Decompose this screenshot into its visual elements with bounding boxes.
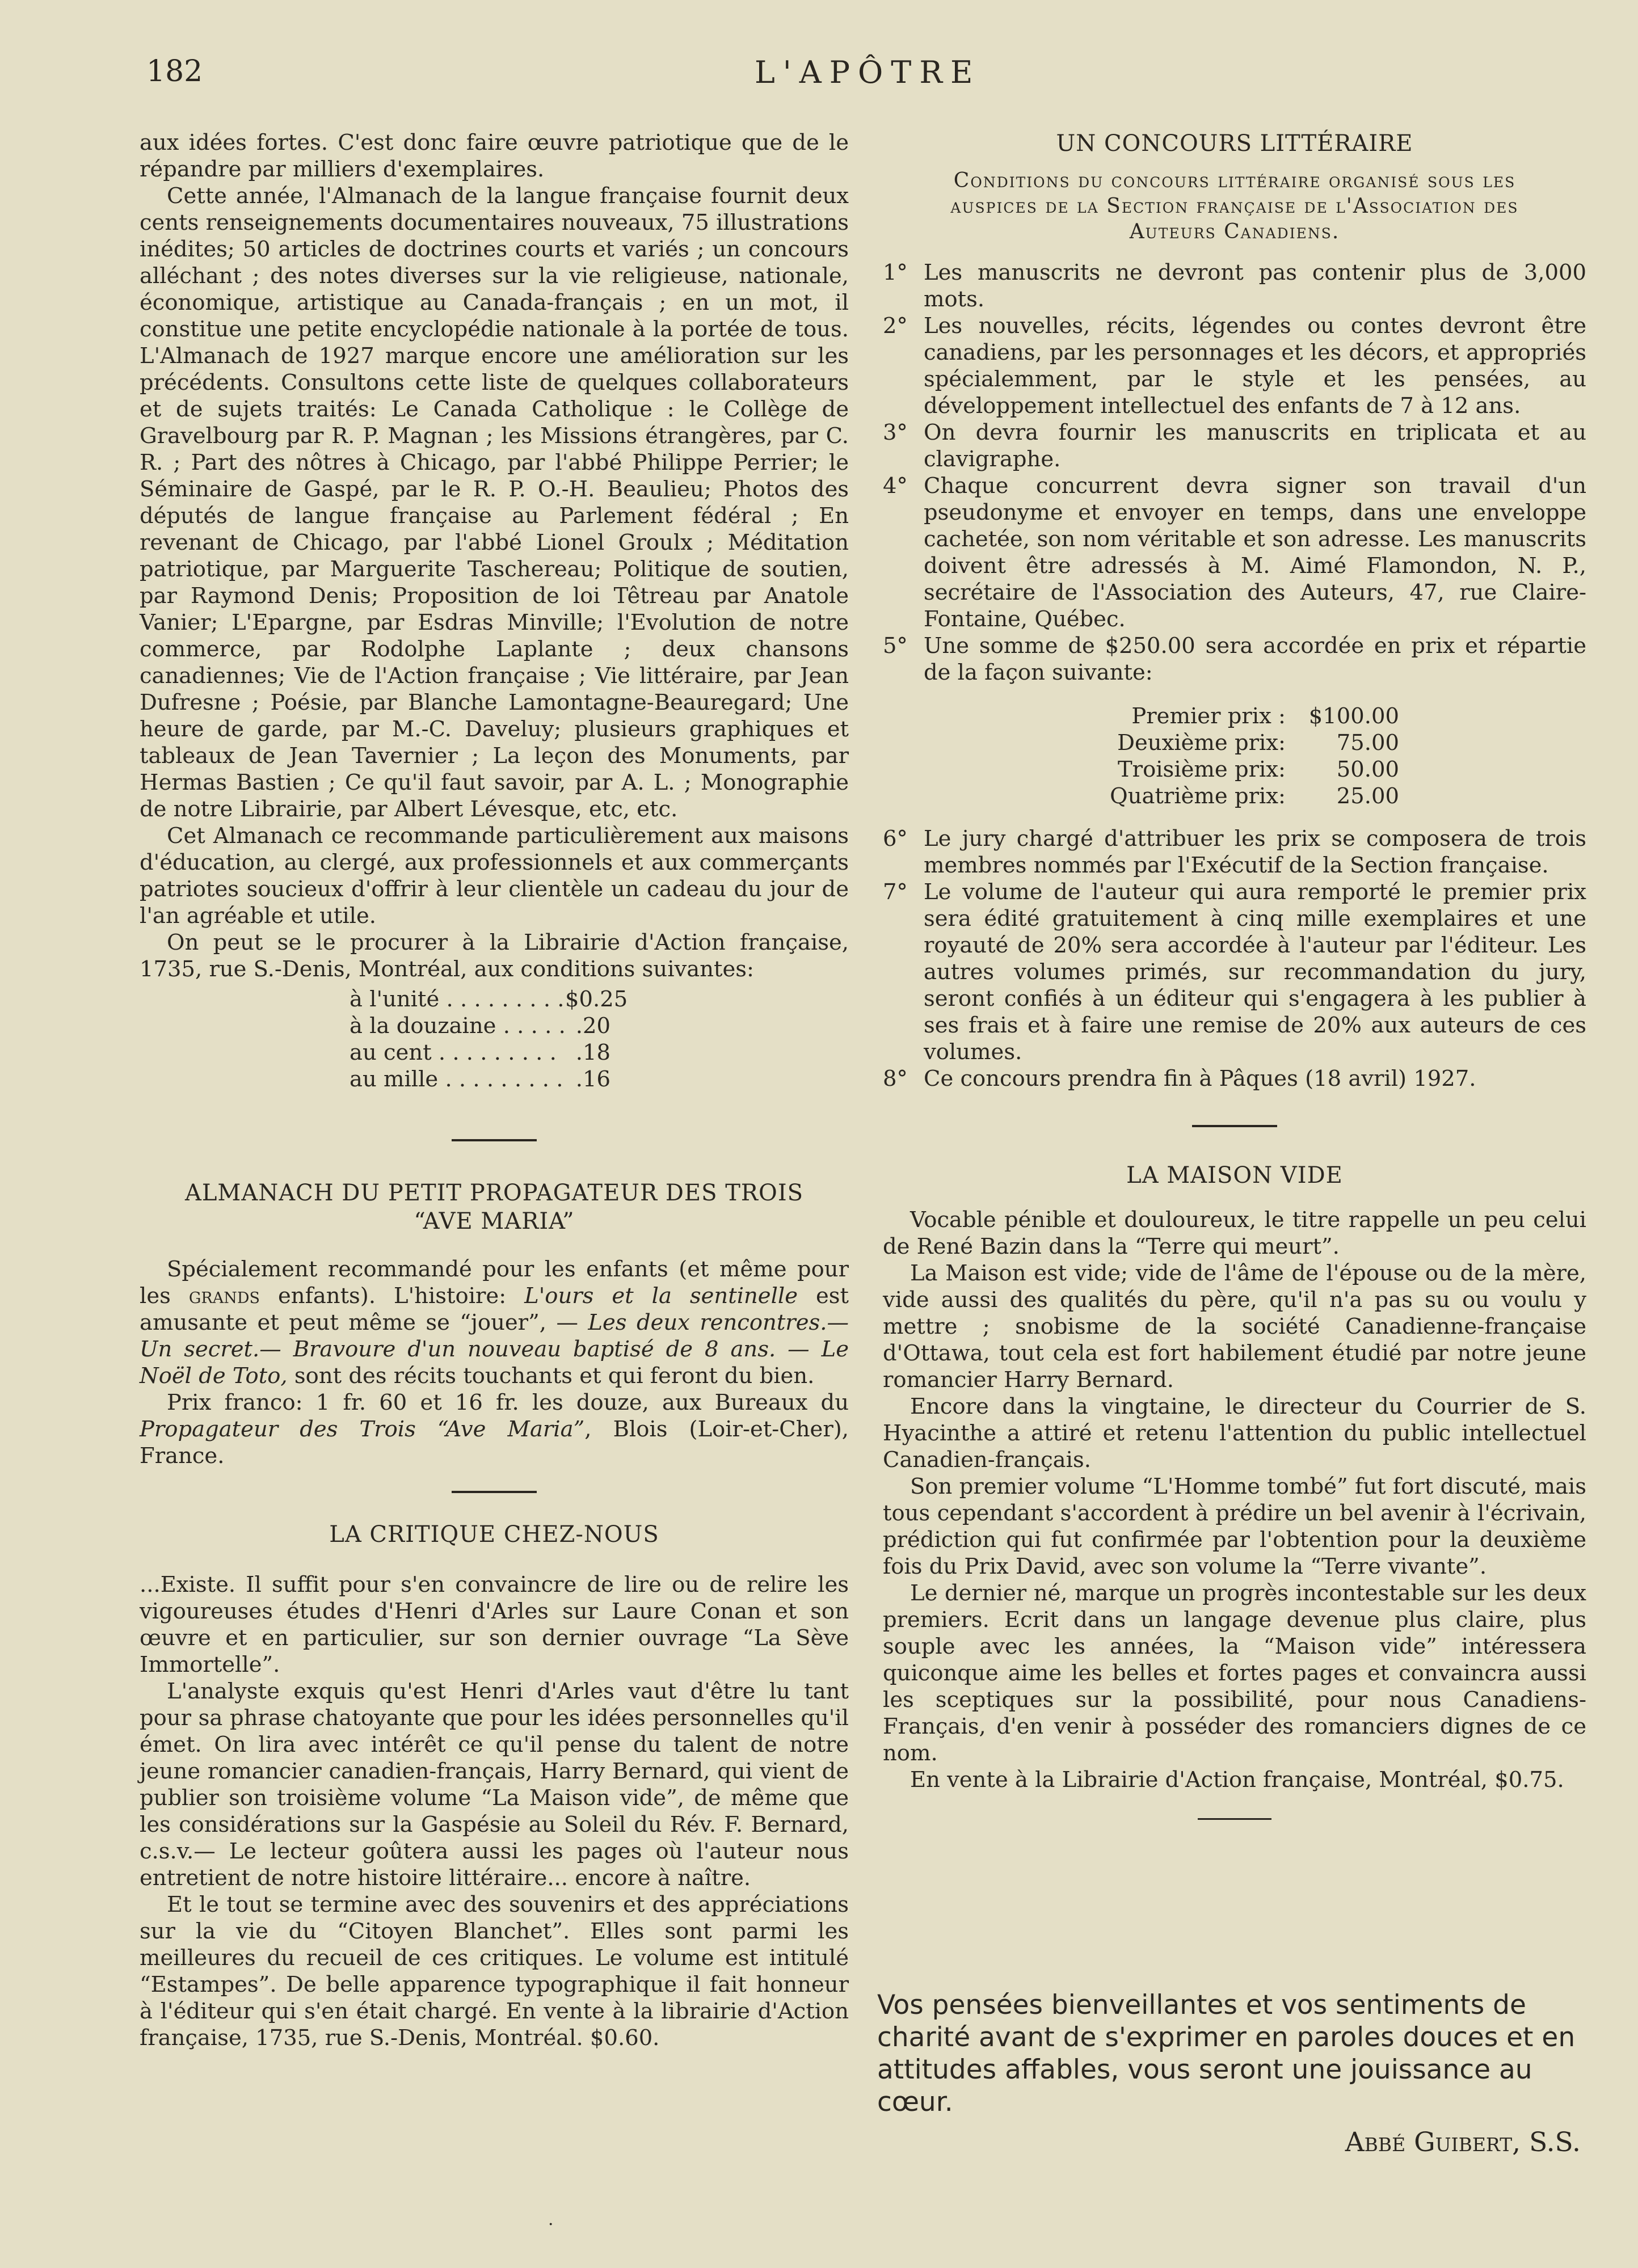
item-text: Le jury chargé d'attribuer les prix se composera de trois membres nommés par l'Exécutif de la Section française. [924,826,1586,878]
item-number: 8° [883,1066,908,1091]
prize-amount: 75.00 [1336,730,1399,756]
text-run: est amusante et peut même se “jouer”, — [140,1283,849,1335]
item-text: Ce concours prendra fin à Pâques (18 avril) 1927. [924,1066,1476,1091]
text-run: enfants). L'histoire: [260,1283,525,1309]
concours-item [883,879,1586,1065]
page-number: 182 [146,54,203,88]
almanach-paragraph: aux idées fortes. C'est donc faire œuvre patriotique que de le répandre par milliers d'exemplaires. [140,130,849,182]
prize-row [1093,756,1586,783]
maison-paragraph: Le dernier né, marque un progrès incontestable sur les deux premiers. Ecrit dans un langage devenue plus claire, plus souple avec les années, la “Maison vide” intéressera quiconque aime les belles et fortes pages et convaincra aussi les sceptiques sur la possibilité, pour nous Canadiens-Français, d'en venir à posséder des romanciers dignes de ce nom. [883,1580,1586,1766]
critique-paragraph: L'analyste exquis qu'est Henri d'Arles vaut d'être lu tant pour sa phrase chatoyante que pour les idées personnelles qu'il émet. On lira avec intérêt ce qu'il pense du talent de notre jeune romancier canadien-français, Harry Bernard, qui vient de publier son troisième volume “La Maison vide”, de même que les considérations sur la Gaspésie au Soleil du Rév. F. Bernard, c.s.v.— Le lecteur goûtera aussi les pages où l'auteur nous entretient de notre histoire littéraire... encore à naître. [140,1679,849,1891]
item-number: 6° [883,826,908,851]
text-run: Spécialement recommandé pour les enfants (et même pour les [140,1257,849,1309]
item-number: 7° [883,879,908,905]
price-label: au mille . . . [350,1066,565,1093]
price-label: au cent . . . [350,1039,565,1066]
propagateur-paragraph [140,1389,849,1469]
stray-mark: · [548,2215,554,2235]
item-text: Les nouvelles, récits, légendes ou contes devront être canadiens, par les personnages et les décors, et appropriés spécialemment, par le style et les pensées, au développement intellectuel des enfants de 7 à 12 ans. [924,313,1586,419]
concours-heading: UN CONCOURS LITTÉRAIRE [1056,130,1413,157]
quote-text: Vos pensées bienveillantes et vos sentiments de charité avant de s'exprimer en paroles douces et en attitudes affables, vous seront une jouissance au cœur. [877,1989,1576,2118]
item-number: 5° [883,633,908,659]
prize-label: Troisième prix: [1117,757,1286,782]
price-label: à l'unité . . . [350,986,565,1013]
item-number: 4° [883,473,908,499]
section-divider [1198,1818,1271,1820]
text-run: grands [188,1283,260,1309]
text-run: Les deux rencontres.— Un secret.— Bravoure d'un nouveau baptisé de 8 ans. — Le Noël de Toto, [140,1310,849,1389]
left-column [140,129,849,2051]
maison-paragraph: Vocable pénible et douloureux, le titre rappelle un peu celui de René Bazin dans la “Terre qui meurt”. [883,1207,1586,1259]
prize-amount: 50.00 [1336,757,1399,782]
prize-label: Deuxième prix: [1117,730,1286,756]
concours-item [883,825,1586,879]
price-value: .18 [575,1040,610,1065]
concours-item [883,259,1586,313]
price-list [350,986,628,1093]
maison-paragraph: La Maison est vide; vide de l'âme de l'épouse ou de la mère, vide aussi des qualités du père, qu'il n'a pas su ou voulu y mettre ; snobisme de la société Canadienne-française d'Ottawa, tout cela est fort habilement étudié par notre jeune romancier Harry Bernard. [883,1261,1586,1393]
item-number: 2° [883,313,908,339]
text-run: sont des récits touchants et qui feront du bien. [287,1363,815,1389]
prize-amount: $100.00 [1308,703,1399,729]
almanach-paragraph: On peut se le procurer à la Librairie d'Action française, 1735, rue S.-Denis, Montréal, aux conditions suivantes: [140,930,849,982]
text-run: Propagateur des Trois “Ave Maria” [140,1417,585,1442]
almanach-paragraph: Cet Almanach ce recommande particulièrement aux maisons d'éducation, au clergé, aux professionnels et aux commerçants patriotes soucieux d'offrir à leur clientèle un cadeau du jour de l'an agréable et utile. [140,823,849,929]
closing-quote [877,1989,1581,2159]
price-value: .16 [575,1066,610,1092]
concours-item [883,419,1586,473]
maison-paragraph: Son premier volume “L'Homme tombé” fut fort discuté, mais tous cependant s'accordent à prédire un bel avenir à l'écrivain, prédiction qui fut confirmée par l'obtention pour la deuxième fois du Prix David, avec son volume la “Terre vivante”. [883,1474,1586,1579]
propagateur-heading: ALMANACH DU PETIT PROPAGATEUR DES TROIS “AVE MARIA” [184,1180,804,1234]
prize-label: Premier prix : [1131,703,1286,729]
maison-paragraph: Encore dans la vingtaine, le directeur du Courrier de S. Hyacinthe a attiré et retenu l'attention du public intellectuel Canadien-français. [883,1394,1586,1473]
item-text: Une somme de $250.00 sera accordée en prix et répartie de la façon suivante: [924,633,1586,685]
item-text: On devra fournir les manuscrits en triplicata et au clavigraphe. [924,420,1586,472]
concours-item [883,1065,1586,1092]
item-text: Le volume de l'auteur qui aura remporté le premier prix sera édité gratuitement à cinq mille exemplaires et une royauté de 20% sera accordée à l'auteur par l'éditeur. Les autres volumes primés, sur recommandation du jury, seront confiés à un éditeur qui s'engagera à les publier à ses frais et à faire une remise de 20% aux auteurs de ces volumes. [924,879,1586,1065]
critique-paragraph: Et le tout se termine avec des souvenirs et des appréciations sur la vie du “Citoyen Blanchet”. Elles sont parmi les meilleures du recueil de ces critiques. Le volume est intitulé “Estampes”. De belle apparence typographique il fait honneur à l'éditeur qui s'en était chargé. En vente à la librairie d'Action française, 1735, rue S.-Denis, Montréal. $0.60. [140,1892,849,2051]
prize-amount: 25.00 [1336,783,1399,809]
price-row [350,1013,610,1039]
prize-label: Quatrième prix: [1110,783,1286,809]
text-run: Prix franco: 1 fr. 60 et 16 fr. les douze, aux Bureaux du [167,1390,849,1415]
concours-item [883,313,1586,419]
concours-conditions: Conditions du concours littéraire organisé sous les auspices de la Section française de l'Association des Auteurs Canadiens. [950,169,1519,243]
critique-heading: LA CRITIQUE CHEZ-NOUS [329,1521,659,1548]
item-text: Les manuscrits ne devront pas contenir plus de 3,000 mots. [924,260,1586,312]
text-run: L'ours et la sentinelle [524,1283,798,1309]
critique-paragraph: ...Existe. Il suffit pour s'en convaincre de lire ou de relire les vigoureuses études d'Henri d'Arles sur Laure Conan et son œuvre et en particulier, sur son dernier ouvrage “La Sève Immortelle”. [140,1572,849,1677]
maison-heading: LA MAISON VIDE [1126,1162,1343,1188]
almanach-paragraph: Cette année, l'Almanach de la langue française fournit deux cents renseignements documentaires nouveaux, 75 illustrations inédites; 50 articles de doctrines courts et variés ; un concours alléchant ; des notes diverses sur la vie religieuse, nationale, économique, artistique au Canada-français ; en un mot, il constitue une petite encyclopédie nationale à la portée de tous. L'Almanach de 1927 marque encore une amélioration sur les précédents. Consultons cette liste de quelques collaborateurs et de sujets traités: Le Canada Catholique : le Collège de Gravelbourg par R. P. Magnan ; les Missions étrangères, par C. R. ; Part des nôtres à Chicago, par l'abbé Philippe Perrier; le Séminaire de Gaspé, par le R. P. O.-H. Beaulieu; Photos des députés de langue française au Parlement fédéral ; En revenant de Chicago, par l'abbé Lionel Groulx ; Méditation patriotique, par Marguerite Taschereau; Politique de soutien, par Raymond Denis; Proposition de loi Têtreau par Anatole Vanier; L'Epargne, par Esdras Minville; l'Evolution de notre commerce, par Rodolphe Laplante ; deux chansons canadiennes; Vie de l'Action française ; Vie littéraire, par Jean Dufresne ; Poésie, par Blanche Lamontagne-Beauregard; Une heure de garde, par M.-C. Daveluy; plusieurs graphiques et tableaux de Jean Tavernier ; La leçon des Monuments, par Hermas Bastien ; Ce qu'il faut savoir, par A. L. ; Monographie de notre Librairie, par Albert Lévesque, etc, etc. [140,183,849,822]
concours-item [883,633,1586,686]
item-number: 3° [883,420,908,445]
right-column [883,129,1586,1820]
prize-row [1093,730,1586,756]
propagateur-paragraph [140,1256,849,1389]
price-label: à la douzaine . . . [350,1013,565,1039]
journal-title: L'APÔTRE [755,54,981,90]
price-row [350,1066,610,1093]
price-value: $0.25 [565,987,628,1012]
prize-row [1093,783,1586,810]
item-text: Chaque concurrent devra signer son travail d'un pseudonyme et envoyer en temps, dans une enveloppe cachetée, son nom véritable et son adresse. Les manuscrits doivent être adressés à M. Aimé Flamondon, N. P., secrétaire de l'Association des Auteurs, 47, rue Claire-Fontaine, Québec. [924,473,1586,632]
concours-item [883,473,1586,633]
price-value: .20 [575,1013,610,1039]
signature-text: Abbé Guibert, S.S. [1345,2127,1581,2158]
prize-row [1093,703,1586,730]
text-run: , Blois (Loir-et-Cher), France. [140,1417,849,1469]
quote-signature [877,2126,1581,2159]
prize-table [1093,703,1586,810]
price-row [350,1039,610,1066]
price-row [350,986,628,1013]
maison-paragraph: En vente à la Librairie d'Action française, Montréal, $0.75. [910,1767,1564,1793]
item-number: 1° [883,260,908,285]
